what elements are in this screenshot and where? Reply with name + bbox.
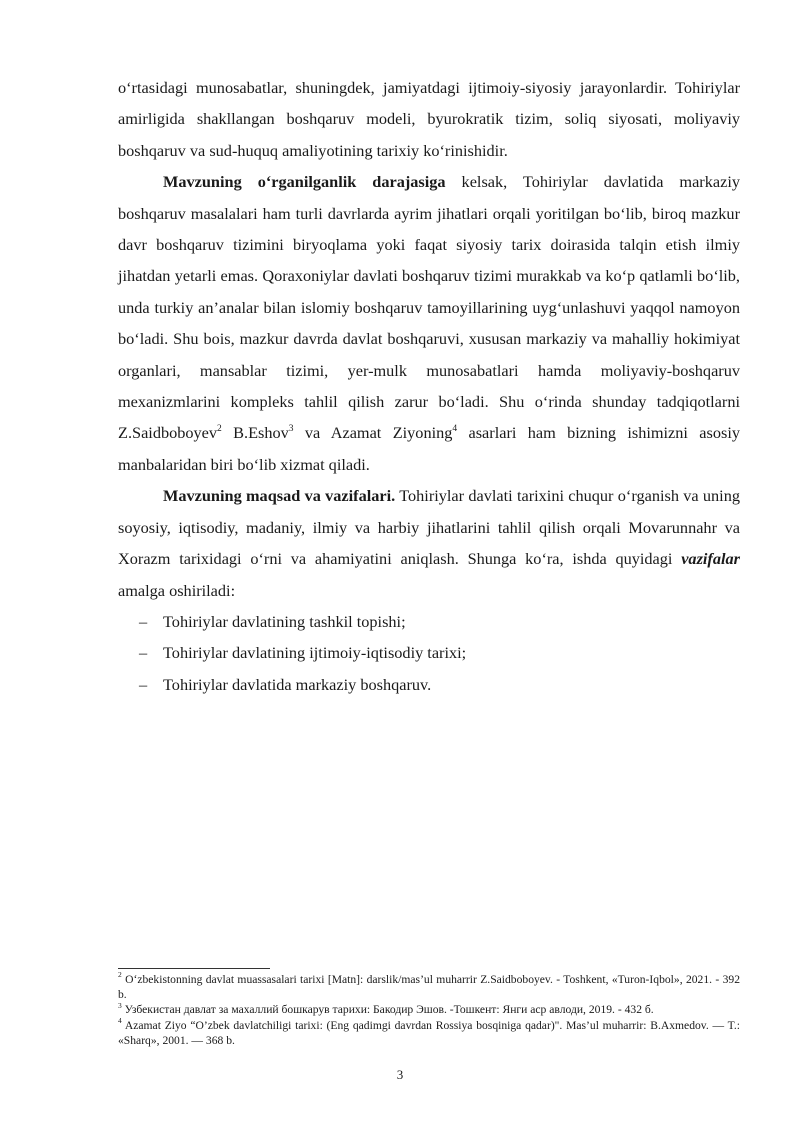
dash-bullet: –	[139, 674, 148, 694]
study-level-text-2: B.Eshov	[221, 423, 289, 443]
paragraph-study-level	[118, 166, 740, 480]
goals-tasks-term: vazifalar	[681, 549, 740, 569]
goals-heading: Mavzuning maqsad va vazifalari.	[163, 486, 396, 506]
footnote-text: O‘zbekistonning davlat muassasalari tarixi [Matn]: darslik/mas’ul muharrir Z.Saidboboyev. - Toshkent, «Turon-Iqbol», 2021. - 392 b.	[118, 973, 740, 1002]
paragraph-goals	[118, 480, 740, 606]
list-item	[118, 637, 740, 668]
footnote-separator	[118, 968, 270, 969]
footnote-3	[118, 1002, 740, 1017]
paragraph-intro: o‘rtasidagi munosabatlar, shuningdek, jamiyatdagi ijtimoiy-siyosiy jarayonlardir. Tohiriylar amirligida shakllangan boshqaruv modeli, byurokratik tizim, soliq siyosati, moliyaviy boshqaruv va sud-huquq amaliyotining tarixiy ko‘rinishidir.	[118, 78, 740, 160]
study-level-text-4: asarlari ham bizning ishimizni asosiy manbalaridan biri bo‘lib xizmat qiladi.	[118, 423, 740, 474]
footnote-4	[118, 1015, 740, 1048]
footnote-number: 2	[118, 970, 122, 980]
list-item-text: Tohiriylar davlatining ijtimoiy-iqtisodiy tarixi;	[163, 643, 467, 663]
footnote-ref-3[interactable]: 3	[288, 424, 294, 435]
goals-text: Tohiriylar davlati tarixini chuqur o‘rganish va uning soyosiy, iqtisodiy, madaniy, ilmiy va harbiy jihatlarini tahlil qilish orqali Movarunnahr va Xorazm tarixidagi o‘rni va ahamiyatini aniqlash. Shunga ko‘ra, ishda quyidagi	[118, 486, 740, 569]
page-number: 3	[396, 1067, 404, 1082]
footnote-text: Azamat Ziyo “O’zbek davlatchiligi tarixi: (Eng qadimgi davrdan Rossiya bosqiniga qadar)". Mas’ul muharrir: B.Axmedov. — T.: «Sharq», 2001. — 368 b.	[118, 1018, 740, 1047]
footnote-number: 4	[118, 1015, 122, 1025]
footnote-number: 3	[118, 1000, 122, 1010]
footnotes	[118, 972, 740, 1048]
dash-bullet: –	[139, 611, 148, 631]
footnote-2	[118, 972, 740, 1002]
dash-bullet: –	[139, 643, 148, 663]
study-level-text-3: va Azamat Ziyoning	[293, 423, 453, 443]
page-body	[118, 72, 740, 700]
list-item-text: Tohiriylar davlatida markaziy boshqaruv.	[163, 674, 432, 694]
goals-text-end: amalga oshiriladi:	[118, 580, 236, 600]
footnote-ref-2[interactable]: 2	[217, 424, 222, 435]
tasks-list	[118, 606, 740, 700]
footnote-ref-4[interactable]: 4	[452, 424, 458, 435]
list-item	[118, 669, 740, 700]
footnote-text: Узбекистан давлат за махаллий бошкарув тарихи: Бакодир Эшов. -Тошкент: Янги аср авлоди, 2019. - 432 б.	[121, 1003, 654, 1017]
study-level-text: kelsak, Tohiriylar davlatida markaziy boshqaruv masalalari ham turli davrlarda ayrim jihatlari orqali yoritilgan bo‘lib, biroq mazkur davr boshqaruv tizimini biryoqlama yoki faqat siyosiy tarix doirasida talqin etish ilmiy jihatdan yetarli emas. Qoraxoniylar davlati boshqaruv tizimi murakkab va ko‘p qatlamli bo‘lib, unda turkiy an’analar bilan islomiy boshqaruv tamoyillarining uyg‘unlashuvi yaqqol namoyon bo‘ladi. Shu bois, mazkur davrda davlat boshqaruvi, xususan markaziy va mahalliy hokimiyat organlari, mansablar tizimi, yer-mulk munosabatlari hamda moliyaviy-boshqaruv mexanizmlarini kompleks tahlil qilish zarur bo‘ladi. Shu o‘rinda shunday tadqiqotlarni Z.Saidboboyev	[118, 172, 740, 443]
list-item	[118, 606, 740, 637]
study-level-heading: Mavzuning o‘rganilganlik darajasiga	[163, 172, 446, 192]
list-item-text: Tohiriylar davlatining tashkil topishi;	[163, 611, 406, 631]
